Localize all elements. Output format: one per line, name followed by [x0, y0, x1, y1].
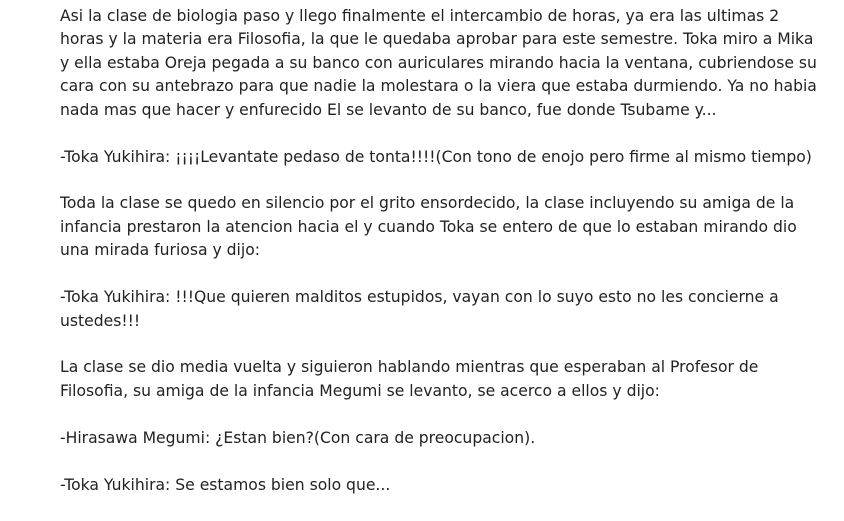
paragraph-narration-3	[60, 356, 820, 403]
text-line: una mirada furiosa y dijo:	[60, 241, 261, 260]
paragraph-dialogue-toka-1	[60, 146, 820, 169]
text-line: infancia prestaron la atencion hacia el y cuando Toka se entero de que lo estaban mirando dio	[60, 217, 797, 236]
paragraph-narration-2	[60, 192, 820, 262]
story-text	[60, 5, 820, 521]
paragraph-dialogue-toka-2	[60, 286, 820, 333]
paragraph-narration-1	[60, 5, 820, 122]
text-line: Filosofia, su amiga de la infancia Megumi se levanto, se acerco a ellos y dijo:	[60, 381, 660, 400]
text-line: cara con su antebrazo para que nadie la molestara o la viera que estaba durmiendo. Ya no habia	[60, 77, 817, 96]
paragraph-dialogue-megumi	[60, 427, 820, 450]
paragraph-dialogue-toka-3	[60, 474, 820, 497]
text-line: nada mas que hacer y enfurecido El se levanto de su banco, fue donde Tsubame y...	[60, 100, 717, 119]
text-line: -Toka Yukihira: ¡¡¡¡Levantate pedaso de tonta!!!!(Con tono de enojo pero firme al mismo tiempo)	[60, 147, 812, 166]
text-line: Asi la clase de biologia paso y llego finalmente el intercambio de horas, ya era las ultimas 2	[60, 7, 780, 25]
text-line: ustedes!!!	[60, 311, 141, 330]
text-line: horas y la materia era Filosofia, la que le quedaba aprobar para este semestre. Toka miro a Mika	[60, 30, 814, 49]
text-line: -Toka Yukihira: Se estamos bien solo que...	[60, 475, 391, 494]
text-line: y ella estaba Oreja pegada a su banco con auriculares mirando hacia la ventana, cubriendose su	[60, 53, 817, 72]
text-line: -Toka Yukihira: !!!Que quieren malditos estupidos, vayan con lo suyo esto no les concierne a	[60, 288, 779, 307]
text-line: Toda la clase se quedo en silencio por el grito ensordecido, la clase incluyendo su amiga de la	[60, 194, 795, 213]
text-line: -Hirasawa Megumi: ¿Estan bien?(Con cara de preocupacion).	[60, 428, 536, 447]
text-line: La clase se dio media vuelta y siguieron hablando mientras que esperaban al Profesor de	[60, 358, 759, 377]
